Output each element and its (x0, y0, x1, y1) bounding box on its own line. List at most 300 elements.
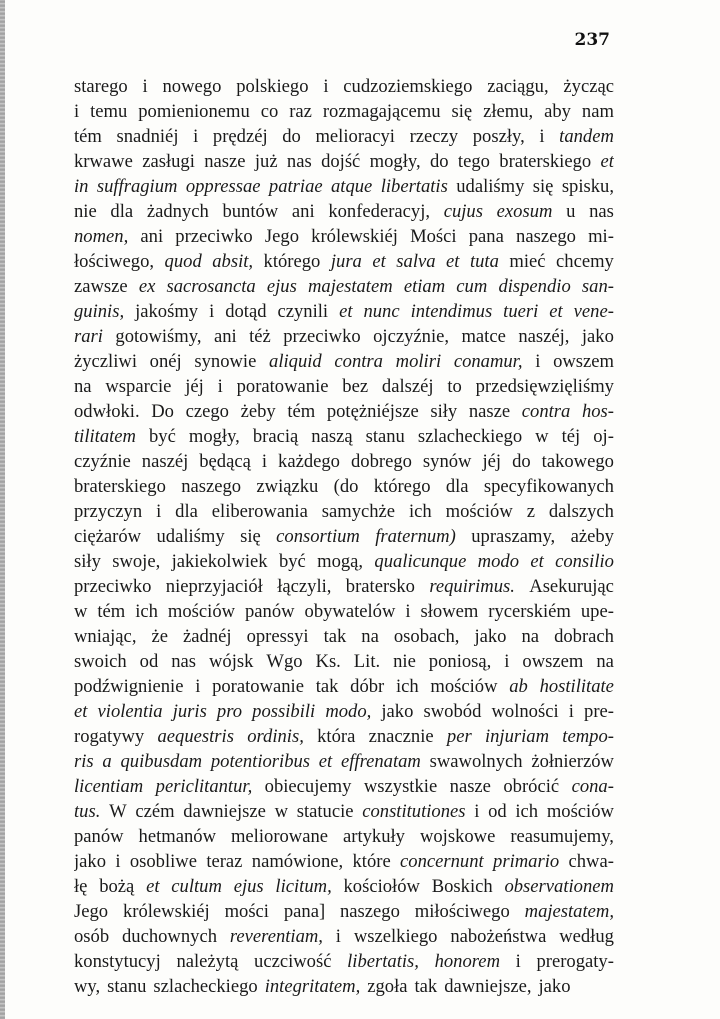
word: które (352, 851, 391, 872)
latin-phrase-word: tilitatem (74, 426, 136, 447)
latin-phrase-word: effrenatam (340, 751, 421, 772)
latin-phrase-word: juris (172, 701, 207, 722)
word: nam (581, 101, 614, 122)
text-line (74, 474, 614, 499)
word: przeciwko (283, 326, 361, 347)
text-line (74, 774, 614, 799)
word: rzeczy (409, 126, 459, 147)
word: gotowiśmy, (115, 326, 202, 347)
word: nowego (162, 76, 222, 97)
word: nas (589, 201, 614, 222)
word: na (596, 651, 614, 672)
latin-phrase-word: modo (477, 551, 519, 572)
word: upraszamy, (471, 526, 556, 547)
latin-phrase-word: ejus (266, 276, 297, 297)
word: Jego (74, 901, 109, 922)
word: i (323, 76, 329, 97)
word: szlacheckiego (417, 426, 523, 447)
latin-phrase-word: licitum, (275, 876, 332, 897)
word: naszego (340, 901, 400, 922)
word: od (488, 801, 507, 822)
word: szlacheckiego (153, 976, 258, 997)
word: być (278, 551, 306, 572)
word: się (451, 101, 473, 122)
word: i (209, 301, 215, 322)
word: dobrego (350, 451, 412, 472)
word: nasze (449, 776, 491, 797)
word: i (335, 926, 341, 947)
word: rycerskiém (488, 601, 571, 622)
latin-phrase-word: san- (581, 276, 614, 297)
latin-phrase-word: ab (509, 676, 528, 697)
word: ani (140, 226, 164, 247)
word: Jego (264, 226, 299, 247)
text-line (74, 949, 614, 974)
latin-phrase-word: consilio (555, 551, 614, 572)
latin-phrase-word: per (446, 726, 472, 747)
word: się (240, 526, 261, 547)
word: dla (175, 501, 198, 522)
latin-phrase-word: exosum (496, 201, 553, 222)
text-line (74, 549, 614, 574)
word: znacznie (368, 726, 434, 747)
word: zasługi (142, 151, 195, 172)
word: meliorowane (230, 826, 329, 847)
text-line (74, 524, 614, 549)
word: stanu (365, 426, 405, 447)
latin-phrase-word: rari (74, 326, 103, 347)
text-line (74, 499, 614, 524)
latin-phrase-word: qualicunque (374, 551, 467, 572)
word: do (512, 451, 531, 472)
word: i (474, 801, 480, 822)
latin-phrase-word: dispendio (498, 276, 571, 297)
word: miłościwego (414, 901, 510, 922)
latin-phrase-word: cultum (171, 876, 222, 897)
word: wy, (74, 976, 101, 997)
word: poniosą, (428, 651, 492, 672)
word: takowego (541, 451, 614, 472)
word: jéj (482, 451, 502, 472)
word: od (139, 651, 159, 672)
word: Boskich (431, 876, 493, 897)
word: snadniéj (116, 126, 179, 147)
text-line (74, 599, 614, 624)
word: braterskiego (499, 151, 592, 172)
word: mościów (167, 601, 236, 622)
word: ich (135, 601, 158, 622)
word: jakośmy (135, 301, 199, 322)
latin-phrase-word: periclitantur, (155, 776, 253, 797)
latin-phrase-word: vene- (573, 301, 614, 322)
text-line (74, 649, 614, 674)
word: mieć (509, 251, 546, 272)
word: tak (414, 976, 438, 997)
word: tém (74, 126, 102, 147)
text-line (74, 849, 614, 874)
text-line (74, 399, 614, 424)
word: konfederacyj, (328, 201, 431, 222)
word: życząc (563, 76, 614, 97)
latin-phrase-word: modo, (325, 701, 372, 722)
word: w (535, 426, 549, 447)
word: wójsk (208, 651, 254, 672)
word: z (526, 501, 535, 522)
word: swoich (74, 651, 127, 672)
word: zgoła (367, 976, 408, 997)
latin-phrase-word: et (74, 701, 88, 722)
word: wsparcie (105, 376, 172, 397)
latin-phrase-word: salva (396, 251, 436, 272)
latin-phrase-word: aliquid (269, 351, 322, 372)
latin-phrase-word: reverentiam, (229, 926, 323, 947)
word: mogły, (369, 151, 421, 172)
word: mościów (445, 501, 513, 522)
word: bracią (252, 426, 299, 447)
word: panów (245, 601, 295, 622)
latin-phrase-word: libertatis, (347, 951, 419, 972)
latin-phrase-word: et (530, 551, 544, 572)
text-line (74, 299, 614, 324)
word: chcemy (556, 251, 614, 272)
latin-phrase-word: tus. (74, 801, 101, 822)
word: udaliśmy (456, 176, 525, 197)
word: i (195, 676, 201, 697)
word: tém (287, 401, 316, 422)
latin-phrase-word: contra (521, 401, 571, 422)
word: Ks. (315, 651, 341, 672)
word: duchownych (121, 926, 217, 947)
latin-phrase-word: et (318, 751, 333, 772)
word: naszéj (141, 451, 189, 472)
word: rogatywy (74, 726, 145, 747)
word: spisku, (561, 176, 614, 197)
word: królewskiéj (122, 901, 210, 922)
word: panów (74, 826, 124, 847)
latin-phrase-word: ejus (233, 876, 264, 897)
word: i (568, 701, 574, 722)
text-line (74, 799, 614, 824)
word: złemu, (483, 101, 534, 122)
text-line (74, 224, 614, 249)
latin-phrase-word: nomen, (74, 226, 129, 247)
latin-phrase-word: tueri (503, 301, 539, 322)
word: wolności (491, 701, 559, 722)
word: mościów (430, 676, 498, 697)
word: życzliwi (74, 351, 137, 372)
word: na (521, 626, 540, 647)
word: do (282, 126, 301, 147)
word: i (217, 376, 223, 397)
latin-phrase-word: primario (493, 851, 560, 872)
word: naszą (311, 426, 353, 447)
word: ciężarów (74, 526, 142, 547)
text-line (74, 449, 614, 474)
word: w (74, 601, 88, 622)
word: Wgo (266, 651, 303, 672)
word: temu (90, 101, 128, 122)
word: konstytucyj (74, 951, 161, 972)
word: nieprzyjaciół (165, 576, 263, 597)
latin-phrase-word: atque (331, 176, 373, 197)
word: mogą, (317, 551, 364, 572)
word: ich (408, 501, 432, 522)
word: pre- (584, 701, 614, 722)
text-line (74, 674, 614, 699)
text-line (74, 874, 614, 899)
text-line (74, 374, 614, 399)
page-number: 237 (574, 30, 610, 50)
word: ani (213, 326, 237, 347)
latin-phrase-word: potentioribus (210, 751, 311, 772)
latin-phrase-word: a (102, 751, 112, 772)
word: artykuły (343, 826, 405, 847)
word: prerogaty- (536, 951, 614, 972)
latin-phrase-word: moliri (395, 351, 442, 372)
word: Mości (410, 226, 457, 247)
word: dalszych (548, 501, 614, 522)
word: polskiego (236, 76, 309, 97)
word: jakiekolwiek (171, 551, 268, 572)
word: nie (74, 201, 97, 222)
word: ich (395, 676, 419, 697)
word: kościołów (343, 876, 420, 897)
word: która (317, 726, 356, 747)
word: starego (74, 76, 128, 97)
latin-phrase-word: etiam (403, 276, 446, 297)
word: czego (185, 401, 229, 422)
word: obrócić (503, 776, 560, 797)
text-line (74, 574, 614, 599)
word: mości (224, 901, 269, 922)
latin-phrase-word: constitutiones (362, 801, 466, 822)
word: poratowanie (236, 376, 329, 397)
word: naszego (516, 226, 576, 247)
latin-phrase-word: tuta (469, 251, 499, 272)
word: w (274, 801, 289, 822)
latin-phrase-word: ordinis, (247, 726, 304, 747)
word: namówione, (251, 851, 344, 872)
word: stanu (107, 976, 147, 997)
word: należytą (176, 951, 239, 972)
latin-phrase-word: honorem (434, 951, 500, 972)
word: swobód (423, 701, 482, 722)
word: i (539, 126, 545, 147)
text-line (74, 174, 614, 199)
word: nie (393, 651, 416, 672)
latin-phrase-word: et (549, 301, 563, 322)
word: melioracyi (315, 126, 395, 147)
latin-phrase-word: patriae (268, 176, 323, 197)
word: podźwignienie (74, 676, 184, 697)
word: wszystkie (363, 776, 438, 797)
word: łościwego, (74, 251, 155, 272)
latin-phrase-word: licentiam (74, 776, 144, 797)
word: osobliwe (129, 851, 197, 872)
word: tego (457, 151, 490, 172)
word: Do (151, 401, 174, 422)
word: owszem (522, 651, 584, 672)
latin-phrase-word: et (146, 876, 160, 897)
word: buntów (222, 201, 279, 222)
word: i (535, 351, 541, 372)
word: tak (323, 626, 347, 647)
latin-phrase-word: requirimus. (429, 576, 515, 597)
word: eliberowania (211, 501, 308, 522)
word: dojść (321, 151, 361, 172)
word: dawniejsze (183, 801, 266, 822)
word: co (260, 101, 279, 122)
word: wniając, (74, 626, 137, 647)
word: i (405, 601, 411, 622)
text-line (74, 824, 614, 849)
latin-phrase-word: sacrosancta (166, 276, 256, 297)
text-line (74, 924, 614, 949)
word: według (559, 926, 614, 947)
word: jako (538, 976, 571, 997)
latin-phrase-word: nunc (363, 301, 400, 322)
latin-phrase-word: tandem (559, 126, 614, 147)
word: zawsze (74, 276, 128, 297)
word: zaciągu, (487, 76, 549, 97)
word: bożą (99, 876, 135, 897)
word: że (151, 626, 168, 647)
word: i (193, 126, 199, 147)
word: przeciwko (74, 576, 152, 597)
word: chwa- (568, 851, 614, 872)
word: pomienionemu (138, 101, 250, 122)
word: będącą (199, 451, 251, 472)
latin-phrase-word: injuriam (484, 726, 550, 747)
word: łę (74, 876, 88, 897)
text-line (74, 199, 614, 224)
word: być (149, 426, 176, 447)
word: prędzéj (212, 126, 268, 147)
word: słowem (420, 601, 479, 622)
text-line (74, 324, 614, 349)
word: Asekurując (529, 576, 614, 597)
word: na (74, 376, 92, 397)
word: oj- (593, 426, 614, 447)
word: nasze (204, 151, 246, 172)
page-binding-edge (0, 0, 5, 1019)
word: żadnéj (183, 626, 232, 647)
word: pana] (283, 901, 326, 922)
word: téż (249, 326, 271, 347)
latin-phrase-word: fraternum) (375, 526, 456, 547)
word: owszem (553, 351, 614, 372)
word: W (109, 801, 127, 822)
word: czém (135, 801, 175, 822)
text-line (74, 274, 614, 299)
word: siły (74, 551, 101, 572)
word: teraz (206, 851, 243, 872)
latin-phrase-word: absit, (212, 251, 254, 272)
text-line (74, 74, 614, 99)
word: uczciwość (254, 951, 332, 972)
word: przyczyn (74, 501, 143, 522)
word: raz (289, 101, 312, 122)
word: bez (342, 376, 369, 397)
word: u (566, 201, 576, 222)
word: samychże (321, 501, 396, 522)
word: przeciwko (175, 226, 253, 247)
latin-phrase-word: contra (334, 351, 383, 372)
word: statucie (296, 801, 354, 822)
word: na (361, 626, 379, 647)
word: jéj (185, 376, 204, 397)
word: téj (561, 426, 581, 447)
latin-phrase-word: pro (216, 701, 243, 722)
word: specyfikowanych (483, 476, 614, 497)
latin-phrase-word: guinis, (74, 301, 125, 322)
latin-phrase-word: oppressae (185, 176, 261, 197)
word: braterskiego (74, 476, 166, 497)
text-line (74, 99, 614, 124)
word: poratowanie (212, 676, 304, 697)
word: jako (74, 851, 107, 872)
word: ani (291, 201, 315, 222)
word: dobrach (554, 626, 614, 647)
word: czynili (277, 301, 329, 322)
latin-phrase-word: quod (164, 251, 202, 272)
word: potężniéjsze (326, 401, 419, 422)
latin-phrase-word: cum (456, 276, 488, 297)
word: to (447, 376, 462, 397)
word: swoje, (112, 551, 161, 572)
word: reasumujemy, (510, 826, 614, 847)
word: odwłoki. (74, 401, 140, 422)
word: naszego (181, 476, 242, 497)
word: mościów (546, 801, 614, 822)
text-line (74, 724, 614, 749)
text-line (74, 249, 614, 274)
latin-phrase-word: possibili (252, 701, 316, 722)
text-line (74, 749, 614, 774)
latin-phrase-word: majestatem (307, 276, 393, 297)
word: synowie (194, 351, 257, 372)
text-line (74, 349, 614, 374)
latin-phrase-word: ex (138, 276, 156, 297)
text-line (74, 149, 614, 174)
word: żołnierzów (531, 751, 614, 772)
word: aby (544, 101, 571, 122)
latin-phrase-word: integritatem, (264, 976, 361, 997)
word: i (142, 76, 148, 97)
text-line (74, 899, 614, 924)
word: siły (430, 401, 458, 422)
latin-phrase-word: conamur, (453, 351, 523, 372)
word: do (429, 151, 449, 172)
word: krwawe (74, 151, 133, 172)
word: synów (422, 451, 472, 472)
word: ich (515, 801, 539, 822)
text-line (74, 424, 614, 449)
word: osób (74, 926, 110, 947)
word: i (515, 951, 521, 972)
word: hetmanów (138, 826, 216, 847)
word: czyźnie (74, 451, 131, 472)
latin-phrase-word: ris (74, 751, 94, 772)
word: Lit. (353, 651, 381, 672)
word: i (504, 651, 510, 672)
word: tak (315, 676, 339, 697)
word: nas (286, 151, 312, 172)
word: poszły, (472, 126, 525, 147)
word: dla (110, 201, 134, 222)
word: ojczyźnie, (373, 326, 450, 347)
latin-phrase-word: tempo- (562, 726, 614, 747)
